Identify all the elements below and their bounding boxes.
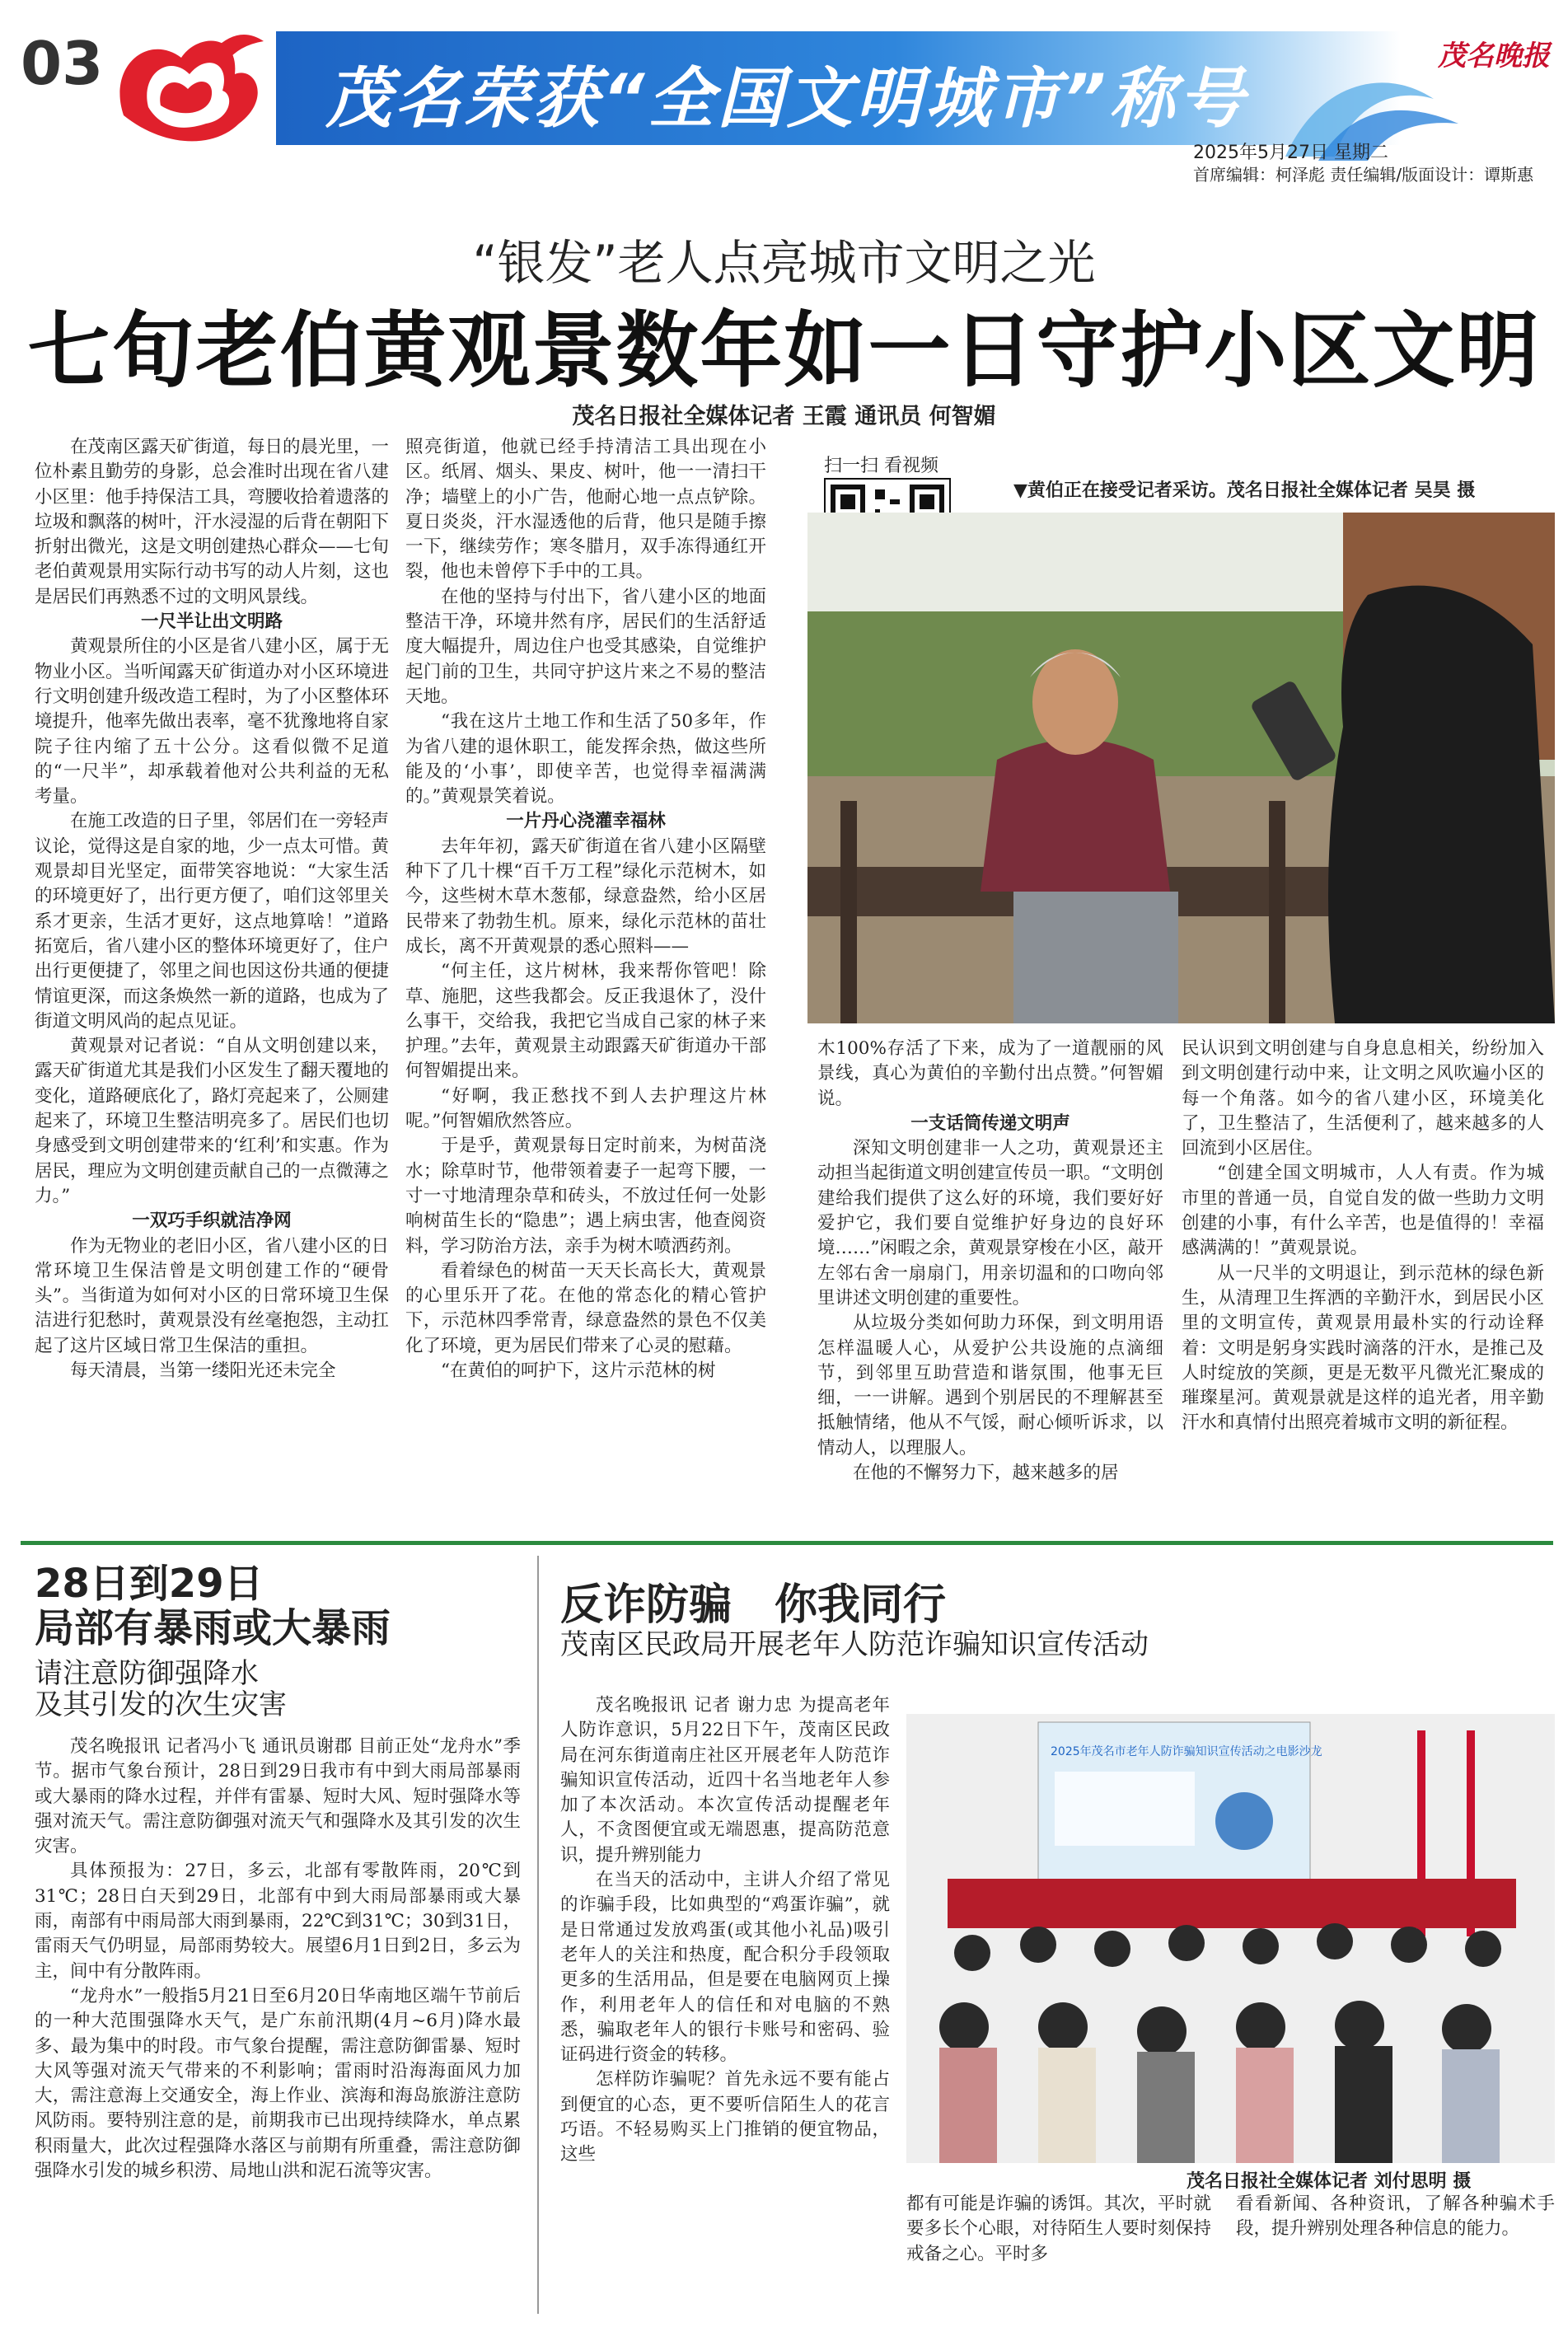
event-photo <box>906 1681 1555 2163</box>
weather-headline-line1: 28日到29日 <box>35 1561 264 1607</box>
paragraph: 怎样防诈骗呢？首先永远不要有能占到便宜的心态，更不要听信陌生人的花言巧语。不轻易购买上门推销的便宜物品，这些 <box>560 2069 890 2165</box>
paragraph: 看着绿色的树苗一天天长高长大，黄观景的心里乐开了花。在他的常态化的精心管护下，示范林四季常青，绿意盎然的景色不仅美化了环境，更为居民们带来了心灵的慰藉。 <box>405 1260 766 1356</box>
article-column-3 <box>817 1037 1163 1523</box>
fraud-column-1 <box>560 1693 890 2303</box>
paragraph: 从一尺半的文明退让，到示范林的绿色新生，从清理卫生挥洒的辛勤汗水，到居民小区里的文明宣传，黄观景用最朴实的行动诠释着：文明是躬身实践时滴落的汗水，是推己及人时绽放的笑颜，更是无数平凡微光汇聚成的璀璨星河。黄观景就是这样的追光者，用辛勤汗水和真情付出照亮着城市文明的新征程。 <box>1182 1262 1544 1434</box>
paragraph: 照亮街道，他就已经手持清洁工具出现在小区。纸屑、烟头、果皮、树叶，他一一清扫干净；墙壁上的小广告，他耐心地一点点铲除。夏日炎炎，汗水湿透他的后背，他只是随手擦一下，继续劳作；寒冬腊月，双手冻得通红开裂，他也未曾停下手中的工具。 <box>405 437 766 583</box>
fraud-headline: 反诈防骗 你我同行 <box>560 1580 947 1630</box>
weather-subhead-line2: 及其引发的次生灾害 <box>35 1688 287 1721</box>
article-headline: 七旬老伯黄观景数年如一日守护小区文明 <box>27 302 1541 399</box>
paragraph: 木100%存活了下来，成为了一道靓丽的风景线，真心为黄伯的辛勤付出点赞。”何智媚说。 <box>817 1038 1163 1109</box>
article-byline: 茂名日报社全媒体记者 王霞 通讯员 何智媚 <box>572 404 996 429</box>
paragraph: 于是乎，黄观景每日定时前来，为树苗浇水；除草时节，他带领着妻子一起弯下腰，一寸一寸地清理杂草和砖头，不放过任何一处影响树苗生长的“隐患”；遇上病虫害，他查阅资料，学习防治方法，亲手为树木喷洒药剂。 <box>405 1135 766 1257</box>
paragraph: “在黄伯的呵护下，这片示范林的树 <box>441 1360 716 1381</box>
paragraph: 民认识到文明创建与自身息息相关，纷纷加入到文明创建行动中来，让文明之风吹遍小区的每一个角落。如今的省八建小区，环境美化了，卫生整洁了，生活便利了，越来越多的人回流到小区居住。 <box>1182 1038 1544 1159</box>
banner-title: 茂名荣获“全国文明城市”称号 <box>325 60 1248 137</box>
paragraph: 黄观景对记者说：“自从文明创建以来，露天矿街道尤其是我们小区发生了翻天覆地的变化，道路硬底化了，路灯亮起来了，公厕建起来了，环境卫生整洁明亮多了。居民们也切身感受到文明创建带来的‘红利’和实惠。作为居民，理应为文明创建贡献自己的一点微薄之力。” <box>35 1036 389 1206</box>
paragraph: 在当天的活动中，主讲人介绍了常见的诈骗手段，比如典型的“鸡蛋诈骗”，就是日常通过发放鸡蛋(或其他小礼品)吸引老年人的关注和热度，配合积分手段领取更多的生活用品，但是要在电脑网页上操作，利用老年人的信任和对电脑的不熟悉，骗取老年人的银行卡账号和密码、验证码进行资金的转移。 <box>560 1870 890 2066</box>
paragraph: 茂名晚报讯 记者 谢力忠 为提高老年人防诈意识，5月22日下午，茂南区民政局在河东街道南庄社区开展老年人防范诈骗知识宣传活动，近四十名当地老年人参加了本次活动。本次宣传活动提醒老年人，不贪图便宜或无端恩惠，提高防范意识，提升辨别能力 <box>560 1695 890 1866</box>
paragraph: 黄观景所住的小区是省八建小区，属于无物业小区。当听闻露天矿街道办对小区环境进行文明创建升级改造工程时，为了小区整体环境提升，他率先做出表率，毫不犹豫地将自家院子往内缩了五十公分。这看似微不足道的“一尺半”，却承载着他对公共利益的无私考量。 <box>35 636 389 808</box>
section-divider <box>21 1541 1553 1545</box>
paragraph: 都有可能是诈骗的诱饵。其次，平时就要多长个心眼，对待陌生人要时刻保持戒备之心。平时多 <box>906 2194 1211 2264</box>
page-number: 03 <box>21 29 104 98</box>
weather-subhead-line1: 请注意防御强降水 <box>35 1657 259 1690</box>
editor-credits: 首席编辑：柯泽彪 责任编辑/版面设计：谭斯惠 <box>1193 165 1534 185</box>
paragraph: “龙舟水”一般指5月21日至6月20日华南地区端午节前后的一种大范围强降水天气，是广东前汛期(4月~6月)降水最多、最为集中的时段。市气象台提醒，需注意防御雷暴、短时大风等强对流天气带来的不利影响；雷雨时沿海海面风力加大，需注意海上交通安全，海上作业、滨海和海岛旅游注意防风防雨。要特别注意的是，前期我市已出现持续降水，单点累积雨量大，此次过程强降水落区与前期有所重叠，需注意防御强降水引发的城乡积涝、局地山洪和泥石流等灾害。 <box>35 1985 521 2182</box>
article-subtitle: “银发”老人点亮城市文明之光 <box>472 235 1096 291</box>
newspaper-brand: 茂名晚报 <box>1438 40 1550 73</box>
paragraph: 在施工改造的日子里，邻居们在一旁轻声议论，觉得这是自家的地，少一点太可惜。黄观景却目光坚定，面带笑容地说：“大家生活的环境更好了，出行更方便了，咱们这邻里关系才更亲，生活才更好，这点地算啥！”道路拓宽后，省八建小区的整体环境更好了，住户出行更便捷了，邻里之间也因这份共通的便捷情谊更深，而这条焕然一新的道路，也成为了街道文明风尚的起点见证。 <box>35 811 389 1032</box>
paragraph: 每天清晨，当第一缕阳光还未完全 <box>70 1360 336 1381</box>
article-column-2 <box>405 435 766 1523</box>
civilized-city-logo-icon <box>91 16 338 152</box>
paragraph: “何主任，这片树林，我来帮你管吧！除草、施肥，这些我都会。反正我退休了，没什么事干，交给我，我把它当成自己家的林子来护理。”去年，黄观景主动跟露天矿街道办干部何智媚提出来。 <box>405 961 766 1082</box>
weather-body <box>35 1735 521 2311</box>
paragraph: 从垃圾分类如何助力环保，到文明用语怎样温暖人心，从爱护公共设施的点滴细节，到邻里互助营造和谐氛围，他事无巨细，一一讲解。遇到个别居民的不理解甚至抵触情绪，他从不气馁，耐心倾听诉求，以情动人，以理服人。 <box>817 1313 1163 1458</box>
weather-headline-line2: 局部有暴雨或大暴雨 <box>35 1605 391 1651</box>
interview-photo <box>807 513 1555 1023</box>
paragraph: “好啊，我正愁找不到人去护理这片林呢。”何智媚欣然答应。 <box>405 1085 766 1132</box>
paragraph: 茂名晚报讯 记者冯小飞 通讯员谢郡 目前正处“龙舟水”季节。据市气象台预计，28日到29日我市有中到大雨局部暴雨或大暴雨的降水过程，并伴有雷暴、短时大风、短时强降水等强对流天气。需注意防御强对流天气和强降水及其引发的次生灾害。 <box>35 1736 521 1857</box>
paragraph: 在茂南区露天矿街道，每日的晨光里，一位朴素且勤劳的身影，总会准时出现在省八建小区里：他手持保洁工具，弯腰收拾着遗落的垃圾和飘落的树叶，汗水浸湿的后背在朝阳下折射出微光，这是文明创建热心群众——七旬老伯黄观景用实际行动书写的动人片刻，这也是居民们再熟悉不过的文明风景线。 <box>35 437 389 607</box>
paragraph: “创建全国文明城市，人人有责。作为城市里的普通一员，自觉自发的做一些助力文明创建的小事，有什么辛苦，也是值得的！幸福感满满的！”黄观景说。 <box>1182 1163 1544 1259</box>
article-column-4 <box>1182 1037 1544 1523</box>
screen-text: 2025年茂名市老年人防诈骗知识宣传活动之电影沙龙 <box>1051 1745 1322 1758</box>
paragraph: 在他的不懈努力下，越来越多的居 <box>853 1463 1119 1484</box>
section-heading: 一片丹心浇灌幸福林 <box>506 811 666 832</box>
section-heading: 一支话筒传递文明声 <box>910 1112 1070 1134</box>
paragraph: 深知文明创建非一人之功，黄观景还主动担当起街道文明创建宣传员一职。“文明创建给我们提供了这么好的环境，我们要好好爱护它，我们要自觉维护好身边的良好环境……”闲暇之余，黄观景穿梭在小区，敲开左邻右舍一扇扇门，用亲切温和的口吻向邻里讲述文明创建的重要性。 <box>817 1138 1163 1309</box>
paragraph: 看看新闻、各种资讯，了解各种骗术手段，提升辨别处理各种信息的能力。 <box>1236 2194 1555 2240</box>
fraud-column-3 <box>1236 2192 1555 2315</box>
paragraph: 在他的坚持与付出下，省八建小区的地面整洁干净，环境井然有序，居民们的生活舒适度大幅提升，周边住户也受其感染，自觉维护起门前的卫生，共同守护这片来之不易的整洁天地。 <box>405 586 766 707</box>
section-heading: 一双巧手织就洁净网 <box>132 1210 292 1232</box>
paragraph: 作为无物业的老旧小区，省八建小区的日常环境卫生保洁曾是文明创建工作的“硬骨头”。当街道为如何对小区的日常环境卫生保洁进行犯愁时，黄观景没有丝毫抱怨，主动扛起了这片区域日常卫生保洁的重担。 <box>35 1235 389 1356</box>
section-heading: 一尺半让出文明路 <box>140 611 283 633</box>
paragraph: 具体预报为：27日，多云，北部有零散阵雨，20℃到31℃；28日白天到29日，北部有中到大雨局部暴雨或大暴雨，南部有中雨局部大雨到暴雨，22℃到31℃；30到31日，雷雨天气仍明显，局部雨势较大。展望6月1日到2日，多云为主，间中有分散阵雨。 <box>35 1861 521 1982</box>
column-divider <box>537 1556 539 2314</box>
fraud-column-2 <box>906 2192 1211 2315</box>
paragraph: “我在这片土地工作和生活了50多年，作为省八建的退休职工，能发挥余热，做这些所能及的‘小事’，即使辛苦，也觉得幸福满满的。”黄观景笑着说。 <box>405 711 766 808</box>
photo-caption: ▼黄伯正在接受记者采访。茂名日报社全媒体记者 吴昊 摄 <box>1013 480 1476 501</box>
fraud-subhead: 茂南区民政局开展老年人防范诈骗知识宣传活动 <box>560 1628 1149 1661</box>
article-column-1 <box>35 435 389 1523</box>
issue-date: 2025年5月27日 星期二 <box>1193 143 1388 163</box>
qr-label: 扫一扫 看视频 <box>824 456 938 476</box>
event-photo-caption: 茂名日报社全媒体记者 刘付思明 摄 <box>1187 2171 1472 2192</box>
paragraph: 去年年初，露天矿街道在省八建小区隔壁种下了几十棵“百千万工程”绿化示范树木，如今，这些树木草木葱郁，绿意盎然，给小区居民带来了勃勃生机。原来，绿化示范林的苗壮成长，离不开黄观景的悉心照料—— <box>405 836 766 957</box>
